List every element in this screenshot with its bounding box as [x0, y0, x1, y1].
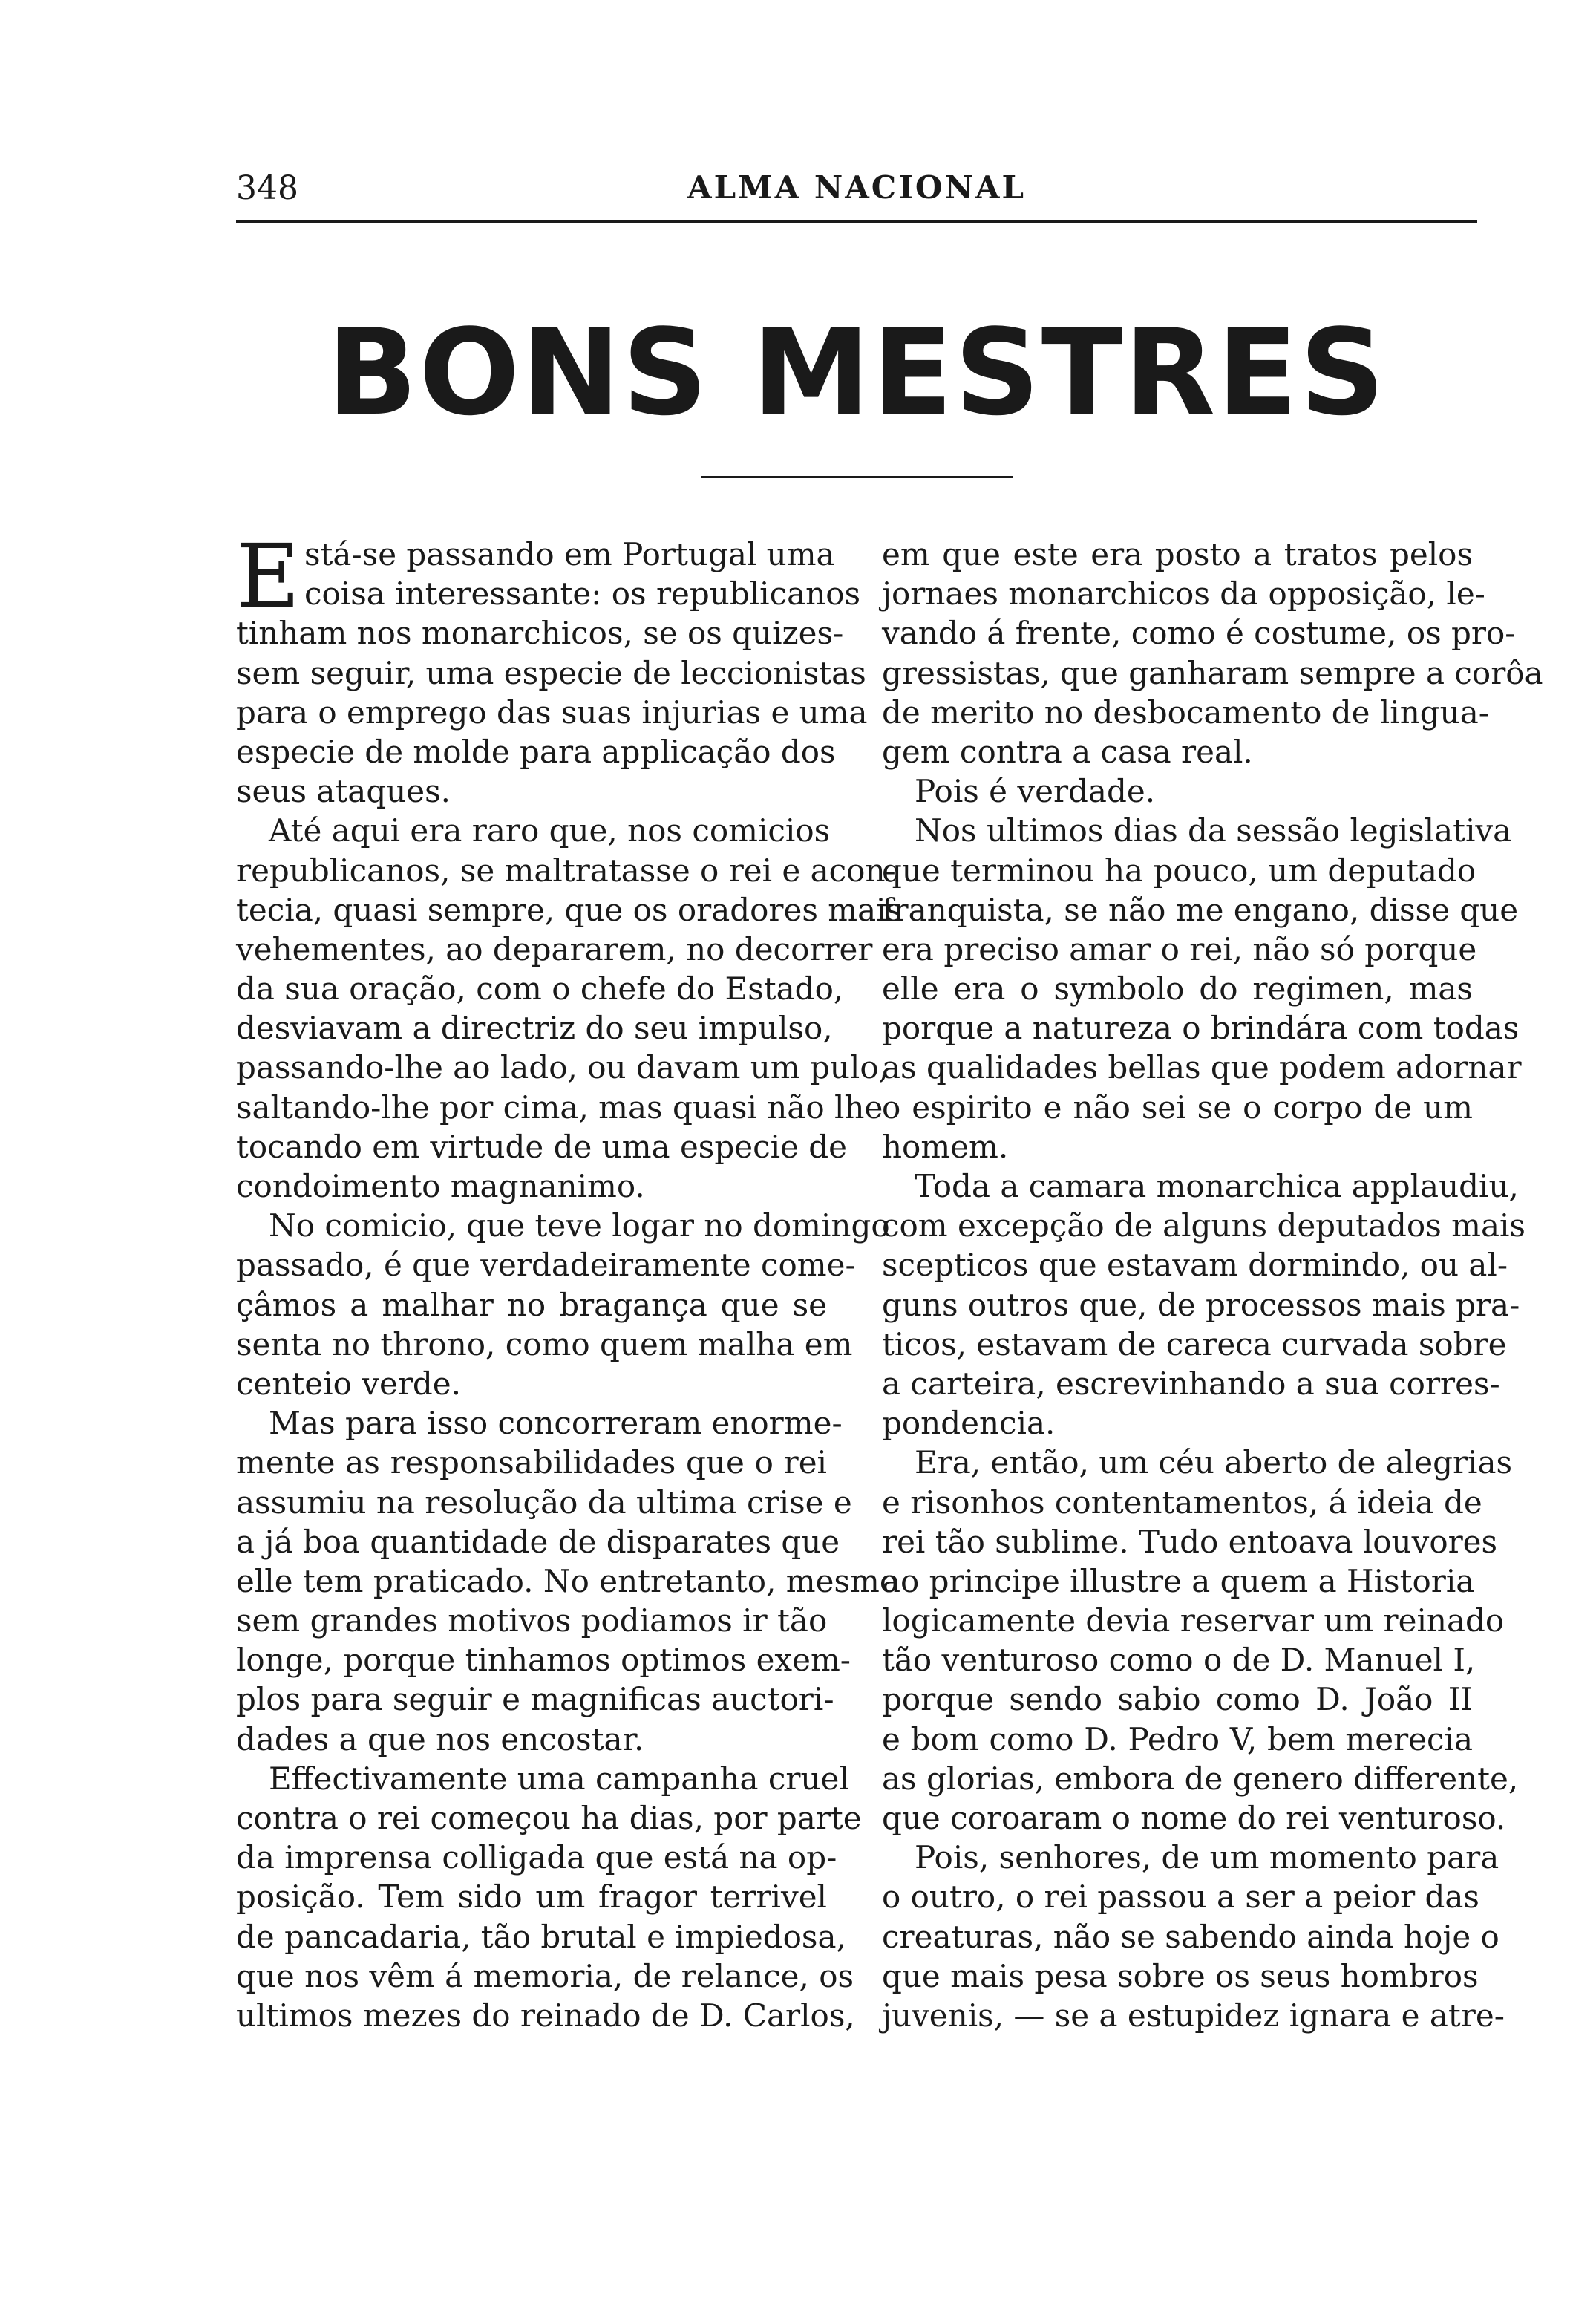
text-line: assumiu na resolução da ultima crise e — [236, 1483, 852, 1521]
page-number: 348 — [236, 169, 298, 207]
text-line: que coroaram o nome do rei venturoso. — [882, 1800, 1506, 1836]
text-line: pondencia. — [882, 1405, 1056, 1442]
text-line: sem grandes motivos podiamos ir tão — [236, 1602, 828, 1639]
text-line: longe, porque tinhamos optimos exem- — [236, 1642, 851, 1679]
text-line: Nos ultimos dias da sessão legislativa — [915, 812, 1512, 849]
text-line: logicamente devia reservar um reinado — [882, 1602, 1505, 1639]
text-line: e risonhos contentamentos, á ideia de — [882, 1483, 1482, 1521]
text-line: desviavam a directriz do seu impulso, — [236, 1010, 833, 1047]
text-line: saltando-lhe por cima, mas quasi não lhe — [236, 1088, 883, 1126]
text-line: scepticos que estavam dormindo, ou al- — [882, 1247, 1508, 1284]
text-line: de merito no desbocamento de lingua- — [882, 693, 1489, 731]
text-line: seus ataques. — [236, 773, 451, 810]
header-rule — [236, 220, 1477, 223]
text-line: guns outros que, de processos mais pra- — [882, 1286, 1520, 1323]
text-line: elle era o symbolo do regimen, mas — [882, 970, 1473, 1008]
text-line: stá-se passando em Portugal uma — [304, 536, 835, 572]
page-header — [236, 169, 1477, 214]
text-line: que nos vêm á memoria, de relance, os — [236, 1957, 854, 1994]
text-line: coisa interessante: os republicanos — [304, 575, 861, 613]
article-title: BONS MESTRES — [327, 303, 1387, 442]
text-line: No comicio, que teve logar no domingo — [269, 1207, 890, 1244]
text-line: contra o rei começou ha dias, por parte — [236, 1800, 862, 1836]
text-line: passado, é que verdadeiramente come- — [236, 1247, 856, 1284]
text-line: elle tem praticado. No entretanto, mesmo — [236, 1562, 899, 1599]
text-line: tinham nos monarchicos, se os quizes- — [236, 615, 844, 652]
text-line: çâmos a malhar no bragança que se — [236, 1286, 827, 1323]
text-line: de pancadaria, tão brutal e impiedosa, — [236, 1918, 846, 1955]
text-line: que terminou ha pouco, um deputado — [882, 852, 1476, 889]
title-rule — [701, 476, 1013, 478]
text-line: mente as responsabilidades que o rei — [236, 1444, 827, 1481]
text-line: rei tão sublime. Tudo entoava louvores — [882, 1523, 1498, 1560]
text-line: homem. — [882, 1128, 1009, 1165]
text-line: o espirito e não sei se o corpo de um — [882, 1088, 1473, 1126]
text-line: as glorias, embora de genero differente, — [882, 1760, 1519, 1797]
running-title: ALMA NACIONAL — [687, 169, 1026, 206]
text-line: centeio verde. — [236, 1365, 461, 1402]
text-line: ultimos mezes do reinado de D. Carlos, — [236, 1997, 855, 2034]
text-line: da sua oração, com o chefe do Estado, — [236, 970, 844, 1008]
text-line: gem contra a casa real. — [882, 733, 1253, 770]
text-line: da imprensa colligada que está na op- — [236, 1839, 837, 1876]
text-line: a já boa quantidade de disparates que — [236, 1523, 840, 1560]
text-line: para o emprego das suas injurias e uma — [236, 693, 868, 731]
text-line: juvenis, — se a estupidez ignara e atre- — [882, 1997, 1505, 2034]
text-line: era preciso amar o rei, não só porque — [882, 930, 1477, 967]
text-line: senta no throno, como quem malha em — [236, 1325, 853, 1362]
text-line: em que este era posto a tratos pelos — [882, 536, 1473, 572]
text-line: republicanos, se maltratasse o rei e acon- — [236, 852, 896, 889]
text-line: porque sendo sabio como D. João II — [882, 1681, 1473, 1718]
text-line: tocando em virtude de uma especie de — [236, 1128, 847, 1165]
left-column — [236, 525, 903, 2035]
text-line: tão venturoso como o de D. Manuel I, — [882, 1642, 1476, 1679]
text-line: Até aqui era raro que, nos comicios — [269, 812, 831, 849]
right-column — [882, 535, 1543, 2035]
text-line: posição. Tem sido um fragor terrivel — [236, 1879, 827, 1916]
text-line: com excepção de alguns deputados mais — [882, 1207, 1525, 1244]
text-line: creaturas, não se sabendo ainda hoje o — [882, 1918, 1499, 1955]
text-line: o outro, o rei passou a ser a peior das — [882, 1879, 1479, 1916]
text-line: ticos, estavam de careca curvada sobre — [882, 1325, 1507, 1362]
text-line: dades a que nos encostar. — [236, 1720, 644, 1757]
text-line: sem seguir, uma especie de leccionistas — [236, 654, 866, 691]
text-line: Mas para isso concorreram enorme- — [269, 1405, 843, 1442]
text-line: que mais pesa sobre os seus hombros — [882, 1957, 1479, 1994]
drop-cap: E — [236, 525, 301, 627]
text-line: passando-lhe ao lado, ou davam um pulo, — [236, 1049, 889, 1086]
text-line: vando á frente, como é costume, os pro- — [882, 615, 1516, 652]
text-line: especie de molde para applicação dos — [236, 733, 836, 770]
text-line: Toda a camara monarchica applaudiu, — [915, 1168, 1519, 1204]
text-line: Pois, senhores, de um momento para — [915, 1839, 1499, 1876]
text-line: Effectivamente uma campanha cruel — [269, 1760, 849, 1797]
text-line: tecia, quasi sempre, que os oradores mais — [236, 891, 903, 928]
text-line: Era, então, um céu aberto de alegrias — [915, 1444, 1513, 1481]
text-line: a carteira, escrevinhando a sua corres- — [882, 1365, 1500, 1402]
text-line: as qualidades bellas que podem adornar — [882, 1049, 1522, 1086]
text-line: jornaes monarchicos da opposição, le- — [882, 575, 1485, 613]
text-line: franquista, se não me engano, disse que — [882, 891, 1519, 928]
text-line: Pois é verdade. — [915, 773, 1156, 810]
text-line: condoimento magnanimo. — [236, 1168, 645, 1204]
text-line: vehementes, ao depararem, no decorrer — [236, 930, 873, 967]
text-line: gressistas, que ganharam sempre a corôa — [882, 654, 1543, 691]
text-line: e bom como D. Pedro V, bem merecia — [882, 1720, 1473, 1757]
text-line: ao principe illustre a quem a Historia — [882, 1562, 1475, 1599]
text-line: plos para seguir e magnificas auctori- — [236, 1681, 834, 1718]
text-line: porque a natureza o brindára com todas — [882, 1010, 1520, 1047]
